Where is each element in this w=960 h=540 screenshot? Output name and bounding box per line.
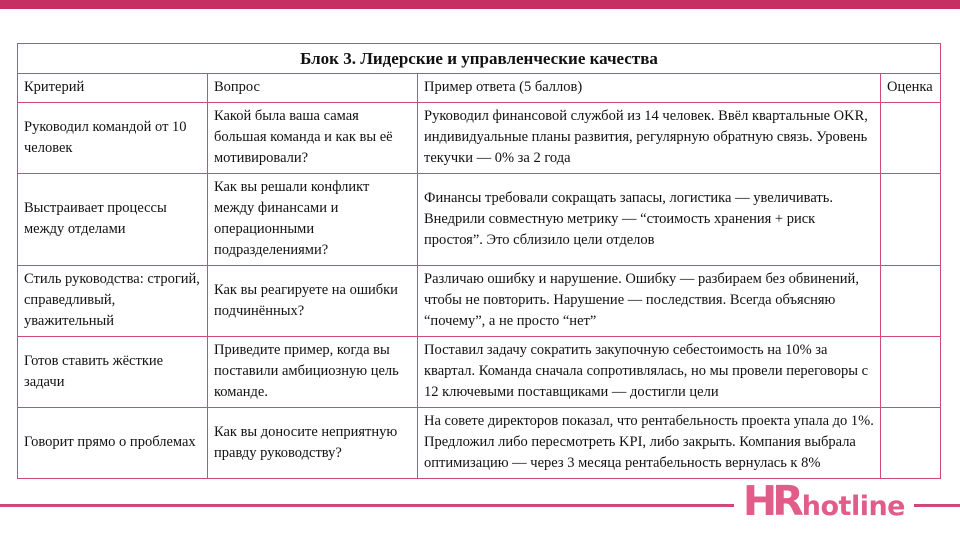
criterion-cell: Руководил командой от 10 человек [18, 103, 208, 174]
assessment-table [17, 43, 941, 479]
score-cell [881, 266, 941, 337]
question-cell: Как вы реагируете на ошибки подчинённых? [208, 266, 418, 337]
question-cell: Какой была ваша самая большая команда и как вы её мотивировали? [208, 103, 418, 174]
column-header-criterion: Критерий [18, 74, 208, 103]
score-cell [881, 408, 941, 479]
logo-hr-monogram: HR [742, 477, 799, 525]
question-cell: Как вы доносите неприятную правду руководству? [208, 408, 418, 479]
table-header-row [18, 74, 941, 103]
example-cell: Руководил финансовой службой из 14 человек. Ввёл квартальные OKR, индивидуальные планы развития, регулярную обратную связь. Уровень текучки — 0% за 2 года [418, 103, 881, 174]
criterion-cell: Выстраивает процессы между отделами [18, 174, 208, 266]
question-cell: Приведите пример, когда вы поставили амбициозную цель команде. [208, 337, 418, 408]
table-title-row [18, 44, 941, 74]
hr-hotline-logo [734, 477, 914, 526]
question-cell: Как вы решали конфликт между финансами и операционными подразделениями? [208, 174, 418, 266]
top-accent-bar [0, 0, 960, 9]
criterion-cell: Говорит прямо о проблемах [18, 408, 208, 479]
score-cell [881, 103, 941, 174]
table-row [18, 266, 941, 337]
criterion-cell: Стиль руководства: строгий, справедливый, уважительный [18, 266, 208, 337]
table-row [18, 174, 941, 266]
column-header-example: Пример ответа (5 баллов) [418, 74, 881, 103]
example-cell: Поставил задачу сократить закупочную себестоимость на 10% за квартал. Команда сначала сопротивлялась, но мы провели переговоры с 12 ключевыми поставщиками — достигли цели [418, 337, 881, 408]
example-cell: Различаю ошибку и нарушение. Ошибку — разбираем без обвинений, чтобы не повторить. Нарушение — последствия. Всегда объясняю “почему”, а не просто “нет” [418, 266, 881, 337]
column-header-question: Вопрос [208, 74, 418, 103]
table-title: Блок 3. Лидерские и управленческие качества [18, 44, 941, 74]
logo-hotline-text: hotline [801, 491, 905, 522]
table-row [18, 103, 941, 174]
table-row [18, 337, 941, 408]
criterion-cell: Готов ставить жёсткие задачи [18, 337, 208, 408]
example-cell: На совете директоров показал, что рентабельность проекта упала до 1%. Предложил либо пересмотреть KPI, либо закрыть. Компания выбрала оптимизацию — через 3 месяца рентабельность вернулась к 8% [418, 408, 881, 479]
score-cell [881, 174, 941, 266]
column-header-score: Оценка [881, 74, 941, 103]
table-row [18, 408, 941, 479]
example-cell: Финансы требовали сокращать запасы, логистика — увеличивать. Внедрили совместную метрику — “стоимость хранения + риск простоя”. Это сблизило цели отделов [418, 174, 881, 266]
score-cell [881, 337, 941, 408]
